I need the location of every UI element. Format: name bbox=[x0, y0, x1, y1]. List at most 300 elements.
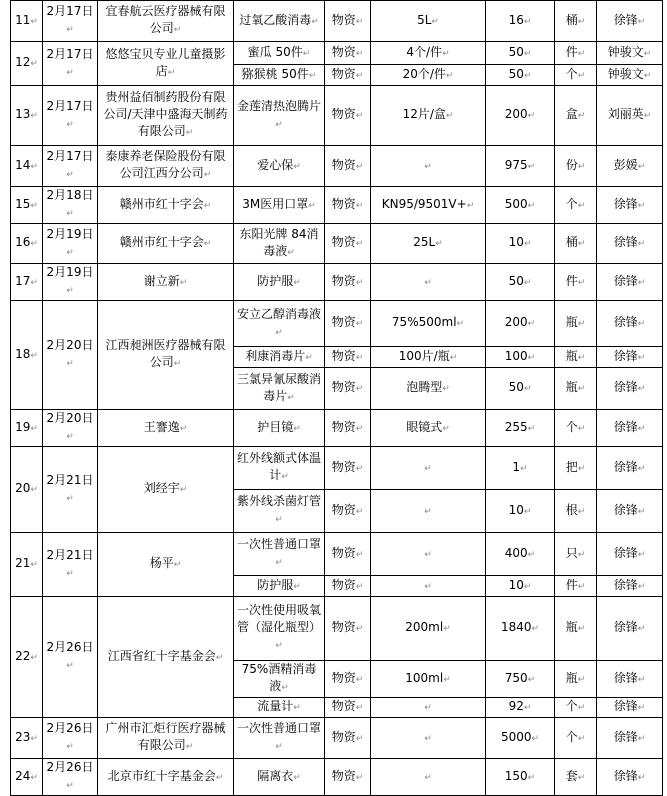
table-row bbox=[11, 1, 663, 42]
item-spec bbox=[371, 661, 486, 698]
paragraph-mark: ↵ bbox=[355, 423, 364, 434]
item-unit-text: 件 bbox=[565, 273, 578, 288]
row-number bbox=[11, 447, 43, 533]
item-quantity bbox=[486, 301, 555, 347]
donation-type-text: 物资 bbox=[331, 273, 356, 288]
paragraph-mark: ↵ bbox=[30, 652, 38, 663]
item-name bbox=[234, 301, 325, 347]
donor-name-text: 悠悠宝贝专业儿童摄影店 bbox=[105, 46, 226, 78]
paragraph-mark: ↵ bbox=[66, 247, 74, 258]
row-number-text: 18 bbox=[15, 346, 31, 361]
donation-type-text: 物资 bbox=[331, 348, 356, 363]
row-number-text: 15 bbox=[15, 196, 31, 211]
item-name-text: 流量计 bbox=[257, 699, 294, 713]
item-unit-text: 盒 bbox=[565, 107, 578, 121]
donation-date bbox=[43, 447, 98, 533]
handler-name bbox=[597, 447, 663, 490]
paragraph-mark: ↵ bbox=[637, 772, 646, 783]
handler-name bbox=[597, 42, 663, 65]
item-unit bbox=[555, 368, 597, 410]
item-quantity-text: 255 bbox=[504, 419, 528, 434]
item-name bbox=[234, 86, 325, 146]
paragraph-mark: ↵ bbox=[355, 581, 364, 592]
item-unit-text: 桶 bbox=[565, 235, 578, 249]
paragraph-mark: ↵ bbox=[355, 277, 364, 288]
donation-table bbox=[10, 0, 663, 796]
item-unit-text: 瓶 bbox=[565, 620, 578, 634]
donation-date-text: 2月21日 bbox=[46, 547, 94, 562]
donation-type-text: 物资 bbox=[331, 577, 356, 592]
paragraph-mark: ↵ bbox=[66, 209, 74, 219]
item-name-text: 过氧乙酸消毒 bbox=[239, 12, 312, 27]
paragraph-mark: ↵ bbox=[173, 25, 182, 35]
item-quantity bbox=[486, 533, 555, 576]
item-spec bbox=[371, 301, 486, 347]
item-name bbox=[234, 187, 325, 224]
item-unit-text: 个 bbox=[565, 419, 578, 434]
item-spec-text: 75%500ml bbox=[391, 315, 457, 329]
table-row bbox=[11, 301, 663, 347]
item-spec bbox=[371, 86, 486, 146]
paragraph-mark: ↵ bbox=[637, 674, 646, 685]
donation-date-text: 2月18日 bbox=[46, 188, 94, 202]
paragraph-mark: ↵ bbox=[431, 16, 439, 27]
donation-type bbox=[325, 224, 371, 264]
item-quantity bbox=[486, 410, 555, 447]
donation-type bbox=[325, 759, 371, 796]
handler-name-text: 徐锋 bbox=[613, 670, 638, 685]
handler-name-text: 徐锋 bbox=[613, 315, 638, 329]
item-name bbox=[234, 661, 325, 698]
item-quantity-text: 16 bbox=[508, 12, 524, 27]
donation-type bbox=[325, 447, 371, 490]
paragraph-mark: ↵ bbox=[355, 506, 364, 517]
paragraph-mark: ↵ bbox=[527, 352, 536, 363]
donation-type-text: 物资 bbox=[331, 107, 356, 121]
item-quantity-text: 10 bbox=[508, 235, 524, 249]
item-name bbox=[234, 368, 325, 410]
item-unit bbox=[555, 146, 597, 187]
paragraph-mark: ↵ bbox=[30, 485, 38, 495]
item-quantity-text: 1840 bbox=[500, 620, 532, 634]
row-number bbox=[11, 187, 43, 224]
item-unit bbox=[555, 301, 597, 347]
item-unit-text: 个 bbox=[565, 729, 578, 744]
item-unit-text: 个 bbox=[565, 196, 578, 211]
donation-type-text: 物资 bbox=[331, 502, 356, 517]
paragraph-mark: ↵ bbox=[30, 423, 38, 434]
paragraph-mark: ↵ bbox=[637, 581, 646, 592]
paragraph-mark: ↵ bbox=[527, 111, 536, 121]
donation-date-text: 2月21日 bbox=[46, 472, 94, 487]
paragraph-mark: ↵ bbox=[355, 319, 364, 329]
donor-name-text: 广州市汇炬行医疗器械有限公司 bbox=[105, 721, 226, 752]
donation-date-text: 2月19日 bbox=[46, 265, 94, 279]
paragraph-mark: ↵ bbox=[355, 111, 364, 121]
handler-name bbox=[597, 65, 663, 86]
paragraph-mark: ↵ bbox=[424, 506, 432, 517]
paragraph-mark: ↵ bbox=[435, 239, 443, 249]
paragraph-mark: ↵ bbox=[287, 247, 295, 258]
paragraph-mark: ↵ bbox=[527, 161, 536, 172]
item-name-text: 爱心保 bbox=[257, 157, 294, 172]
item-unit bbox=[555, 1, 597, 42]
item-name-text: 东阳光牌 84消毒液 bbox=[239, 226, 319, 258]
donation-date bbox=[43, 146, 98, 187]
paragraph-mark: ↵ bbox=[275, 327, 283, 338]
row-number bbox=[11, 718, 43, 759]
donation-date-text: 2月19日 bbox=[46, 226, 94, 241]
paragraph-mark: ↵ bbox=[293, 423, 301, 434]
paragraph-mark: ↵ bbox=[66, 25, 74, 35]
donor-name-text: 赣州市红十字会 bbox=[119, 235, 204, 249]
table-row bbox=[11, 42, 663, 65]
row-number-text: 14 bbox=[15, 157, 31, 172]
table-row bbox=[11, 597, 663, 661]
item-quantity bbox=[486, 347, 555, 368]
table-row bbox=[11, 146, 663, 187]
paragraph-mark: ↵ bbox=[577, 581, 586, 592]
item-name-text: 隔离衣 bbox=[257, 768, 294, 783]
item-unit bbox=[555, 42, 597, 65]
paragraph-mark: ↵ bbox=[355, 772, 364, 783]
handler-name bbox=[597, 576, 663, 597]
paragraph-mark: ↵ bbox=[66, 661, 74, 671]
donation-date bbox=[43, 1, 98, 42]
paragraph-mark: ↵ bbox=[643, 70, 652, 81]
donor-name-text: 赣州市红十字会 bbox=[119, 196, 204, 211]
item-name-text: 红外线额式体温计 bbox=[236, 451, 321, 482]
handler-name-text: 徐锋 bbox=[613, 12, 638, 27]
item-spec bbox=[371, 533, 486, 576]
handler-name bbox=[597, 759, 663, 796]
handler-name-text: 徐锋 bbox=[613, 545, 638, 560]
item-unit-text: 个 bbox=[565, 699, 578, 713]
donation-type-text: 物资 bbox=[331, 699, 356, 713]
paragraph-mark: ↵ bbox=[30, 16, 38, 27]
paragraph-mark: ↵ bbox=[637, 277, 646, 288]
item-spec-text: 100ml bbox=[405, 670, 444, 685]
item-quantity-text: 50 bbox=[508, 44, 524, 59]
row-number-text: 21 bbox=[15, 556, 31, 570]
paragraph-mark: ↵ bbox=[445, 111, 454, 121]
item-quantity bbox=[486, 65, 555, 86]
item-name bbox=[234, 65, 325, 86]
item-quantity bbox=[486, 718, 555, 759]
paragraph-mark: ↵ bbox=[637, 423, 646, 434]
paragraph-mark: ↵ bbox=[30, 772, 38, 783]
paragraph-mark: ↵ bbox=[66, 432, 74, 442]
item-unit bbox=[555, 65, 597, 86]
item-quantity-text: 50 bbox=[508, 380, 524, 394]
donation-type bbox=[325, 698, 371, 718]
paragraph-mark: ↵ bbox=[30, 733, 38, 744]
item-name-text: 一次性普通口罩 bbox=[236, 537, 321, 551]
item-name-text: 护目镜 bbox=[257, 419, 294, 434]
donation-type bbox=[325, 718, 371, 759]
donation-type-text: 物资 bbox=[331, 196, 356, 211]
paragraph-mark: ↵ bbox=[637, 384, 646, 394]
paragraph-mark: ↵ bbox=[66, 568, 74, 579]
row-number-text: 19 bbox=[15, 419, 31, 434]
handler-name-text: 徐锋 bbox=[613, 768, 638, 783]
handler-name-text: 徐锋 bbox=[613, 380, 638, 394]
handler-name bbox=[597, 146, 663, 187]
item-quantity bbox=[486, 576, 555, 597]
handler-name bbox=[597, 187, 663, 224]
row-number-text: 20 bbox=[15, 481, 31, 495]
donation-date bbox=[43, 301, 98, 410]
paragraph-mark: ↵ bbox=[66, 359, 74, 369]
donation-date-text: 2月17日 bbox=[46, 4, 94, 18]
item-unit-text: 瓶 bbox=[565, 348, 578, 363]
row-number bbox=[11, 597, 43, 718]
item-name bbox=[234, 490, 325, 533]
paragraph-mark: ↵ bbox=[424, 772, 432, 783]
donation-type-text: 物资 bbox=[331, 66, 356, 81]
donor-name-text: 江西省红十字基金会 bbox=[107, 648, 216, 663]
paragraph-mark: ↵ bbox=[293, 703, 301, 713]
paragraph-mark: ↵ bbox=[66, 119, 74, 130]
item-name-text: 猕猴桃 50件 bbox=[241, 66, 309, 81]
paragraph-mark: ↵ bbox=[527, 200, 536, 211]
handler-name-text: 刘丽英 bbox=[607, 107, 644, 121]
item-spec bbox=[371, 410, 486, 447]
paragraph-mark: ↵ bbox=[355, 48, 364, 59]
item-quantity bbox=[486, 146, 555, 187]
item-spec-text: 5L bbox=[417, 12, 432, 27]
item-quantity bbox=[486, 86, 555, 146]
donation-type bbox=[325, 42, 371, 65]
donor-name bbox=[98, 718, 234, 759]
donation-type bbox=[325, 1, 371, 42]
paragraph-mark: ↵ bbox=[531, 733, 540, 744]
item-name bbox=[234, 410, 325, 447]
donor-name-text: 王謇逸 bbox=[143, 419, 180, 434]
paragraph-mark: ↵ bbox=[30, 560, 38, 570]
item-unit bbox=[555, 533, 597, 576]
paragraph-mark: ↵ bbox=[355, 674, 364, 685]
paragraph-mark: ↵ bbox=[523, 384, 532, 394]
row-number bbox=[11, 759, 43, 796]
paragraph-mark: ↵ bbox=[66, 170, 74, 180]
donation-date bbox=[43, 42, 98, 86]
item-spec bbox=[371, 224, 486, 264]
item-quantity bbox=[486, 264, 555, 301]
item-name-text: 安立乙醇消毒液 bbox=[236, 306, 321, 321]
donation-type bbox=[325, 86, 371, 146]
donor-name bbox=[98, 187, 234, 224]
item-unit-text: 瓶 bbox=[565, 670, 578, 685]
handler-name bbox=[597, 224, 663, 264]
paragraph-mark: ↵ bbox=[275, 515, 283, 525]
handler-name bbox=[597, 661, 663, 698]
item-quantity-text: 100 bbox=[504, 348, 528, 363]
paragraph-mark: ↵ bbox=[355, 733, 364, 744]
item-unit-text: 根 bbox=[565, 502, 578, 517]
row-number bbox=[11, 264, 43, 301]
item-unit bbox=[555, 447, 597, 490]
donation-date-text: 2月20日 bbox=[46, 411, 94, 425]
paragraph-mark: ↵ bbox=[577, 384, 586, 394]
paragraph-mark: ↵ bbox=[577, 239, 586, 249]
item-quantity-text: 500 bbox=[504, 196, 528, 211]
row-number-text: 11 bbox=[15, 12, 31, 27]
donor-name-text: 北京市红十字基金会 bbox=[107, 768, 216, 783]
paragraph-mark: ↵ bbox=[275, 742, 283, 752]
item-spec-text: 100片/瓶 bbox=[398, 348, 450, 363]
item-unit-text: 瓶 bbox=[565, 315, 578, 329]
item-name bbox=[234, 447, 325, 490]
item-quantity bbox=[486, 224, 555, 264]
handler-name-text: 徐锋 bbox=[613, 502, 638, 517]
donation-type bbox=[325, 533, 371, 576]
donation-date-text: 2月17日 bbox=[46, 46, 94, 61]
paragraph-mark: ↵ bbox=[424, 549, 432, 560]
paragraph-mark: ↵ bbox=[355, 463, 364, 474]
paragraph-mark: ↵ bbox=[30, 59, 38, 69]
donor-name bbox=[98, 759, 234, 796]
item-name-text: 3M医用口罩 bbox=[242, 196, 309, 211]
paragraph-mark: ↵ bbox=[30, 277, 38, 288]
handler-name bbox=[597, 86, 663, 146]
item-name bbox=[234, 759, 325, 796]
handler-name bbox=[597, 698, 663, 718]
item-spec bbox=[371, 368, 486, 410]
item-quantity-text: 10 bbox=[508, 577, 524, 592]
handler-name-text: 徐锋 bbox=[613, 273, 638, 288]
item-quantity-text: 200 bbox=[504, 315, 528, 329]
item-quantity-text: 1 bbox=[512, 459, 521, 474]
paragraph-mark: ↵ bbox=[577, 48, 586, 59]
paragraph-mark: ↵ bbox=[466, 200, 475, 211]
item-spec bbox=[371, 698, 486, 718]
paragraph-mark: ↵ bbox=[281, 472, 289, 482]
paragraph-mark: ↵ bbox=[179, 423, 188, 434]
handler-name-text: 徐锋 bbox=[613, 419, 638, 434]
handler-name bbox=[597, 264, 663, 301]
paragraph-mark: ↵ bbox=[442, 423, 450, 434]
item-spec-text: 200ml bbox=[405, 620, 444, 634]
item-spec-text: KN95/9501V+ bbox=[381, 196, 467, 211]
paragraph-mark: ↵ bbox=[293, 581, 301, 592]
item-quantity-text: 50 bbox=[508, 273, 524, 288]
paragraph-mark: ↵ bbox=[355, 16, 364, 27]
paragraph-mark: ↵ bbox=[577, 161, 586, 172]
donor-name bbox=[98, 597, 234, 718]
paragraph-mark: ↵ bbox=[637, 549, 646, 560]
paragraph-mark: ↵ bbox=[637, 506, 646, 517]
handler-name-text: 徐锋 bbox=[613, 235, 638, 249]
handler-name-text: 彭媛 bbox=[613, 157, 638, 172]
donation-type bbox=[325, 661, 371, 698]
donation-type-text: 物资 bbox=[331, 12, 356, 27]
item-quantity bbox=[486, 42, 555, 65]
paragraph-mark: ↵ bbox=[293, 161, 301, 172]
paragraph-mark: ↵ bbox=[637, 161, 646, 172]
table-row bbox=[11, 86, 663, 146]
item-name bbox=[234, 718, 325, 759]
item-unit bbox=[555, 86, 597, 146]
item-name-text: 防护服 bbox=[257, 273, 294, 288]
item-quantity bbox=[486, 1, 555, 42]
paragraph-mark: ↵ bbox=[523, 48, 532, 59]
handler-name bbox=[597, 301, 663, 347]
paragraph-mark: ↵ bbox=[577, 70, 586, 81]
paragraph-mark: ↵ bbox=[527, 423, 536, 434]
paragraph-mark: ↵ bbox=[179, 485, 188, 495]
donor-name-text: 泰康养老保险股份有限公司江西分公司 bbox=[105, 149, 226, 180]
item-name-text: 75%酒精消毒液 bbox=[241, 662, 317, 693]
handler-name-text: 徐锋 bbox=[613, 459, 638, 474]
table-row bbox=[11, 224, 663, 264]
paragraph-mark: ↵ bbox=[355, 703, 364, 713]
item-unit bbox=[555, 661, 597, 698]
item-quantity bbox=[486, 698, 555, 718]
table-row bbox=[11, 447, 663, 490]
item-name bbox=[234, 533, 325, 576]
table-row bbox=[11, 264, 663, 301]
paragraph-mark: ↵ bbox=[305, 352, 313, 363]
item-spec bbox=[371, 65, 486, 86]
donation-type bbox=[325, 368, 371, 410]
table-row bbox=[11, 533, 663, 576]
paragraph-mark: ↵ bbox=[637, 239, 646, 249]
item-quantity-text: 150 bbox=[504, 768, 528, 783]
donation-type-text: 物资 bbox=[331, 380, 356, 394]
donation-type bbox=[325, 65, 371, 86]
item-spec-text: 泡腾型 bbox=[406, 380, 443, 394]
donation-type bbox=[325, 347, 371, 368]
item-name bbox=[234, 146, 325, 187]
donation-type-text: 物资 bbox=[331, 729, 356, 744]
row-number bbox=[11, 410, 43, 447]
paragraph-mark: ↵ bbox=[293, 277, 301, 288]
donor-name bbox=[98, 533, 234, 597]
donation-type bbox=[325, 576, 371, 597]
item-spec bbox=[371, 490, 486, 533]
paragraph-mark: ↵ bbox=[520, 463, 528, 474]
donor-name bbox=[98, 86, 234, 146]
paragraph-mark: ↵ bbox=[577, 703, 586, 713]
row-number-text: 13 bbox=[15, 107, 31, 121]
item-unit-text: 件 bbox=[565, 577, 578, 592]
handler-name bbox=[597, 347, 663, 368]
donation-type-text: 物资 bbox=[331, 459, 356, 474]
donor-name bbox=[98, 301, 234, 410]
donation-type-text: 物资 bbox=[331, 419, 356, 434]
paragraph-mark: ↵ bbox=[30, 350, 38, 361]
handler-name-text: 徐锋 bbox=[613, 196, 638, 211]
donor-name-text: 宜春航云医疗器械有限公司 bbox=[105, 4, 226, 35]
paragraph-mark: ↵ bbox=[275, 558, 283, 568]
item-name bbox=[234, 597, 325, 661]
paragraph-mark: ↵ bbox=[66, 742, 74, 752]
paragraph-mark: ↵ bbox=[30, 111, 38, 121]
item-unit bbox=[555, 410, 597, 447]
paragraph-mark: ↵ bbox=[66, 781, 74, 791]
item-spec bbox=[371, 1, 486, 42]
item-unit-text: 瓶 bbox=[565, 380, 578, 394]
paragraph-mark: ↵ bbox=[30, 239, 38, 249]
paragraph-mark: ↵ bbox=[424, 463, 432, 474]
item-unit bbox=[555, 576, 597, 597]
paragraph-mark: ↵ bbox=[355, 200, 364, 211]
donation-date bbox=[43, 759, 98, 796]
donor-name bbox=[98, 146, 234, 187]
paragraph-mark: ↵ bbox=[281, 683, 289, 693]
donation-date bbox=[43, 187, 98, 224]
